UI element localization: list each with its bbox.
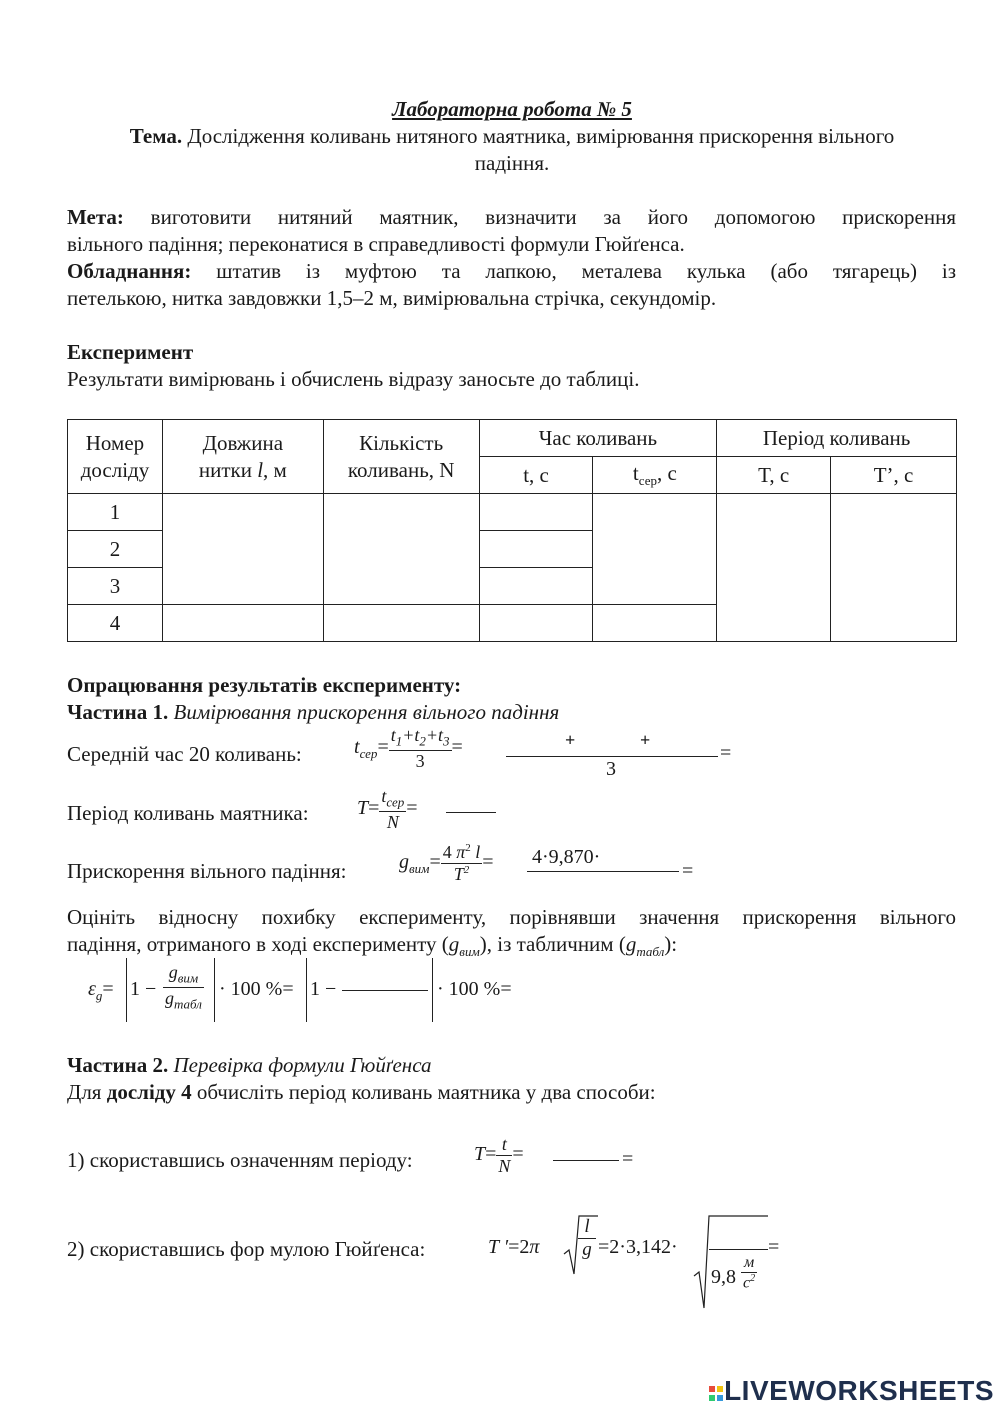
row-number: 3 [68, 568, 163, 605]
avg-time-label: Середній час 20 коливань: [67, 742, 302, 766]
goal-line-2: вільного падіння; переконатися в справедливості формули Гюйґенса. [67, 232, 685, 256]
processing-heading: Опрацювання результатів експерименту: [67, 673, 462, 697]
equipment-line-1: Обладнання: штатив із муфтою та лапкою, металева кулька (або тягарець) із [67, 259, 957, 283]
header-T: T, с [717, 457, 831, 494]
part2-heading: Частина 2. Перевірка формули Гюйґенса [67, 1053, 432, 1077]
accel-formula: $g_{вим}=$ $\frac{4 \pi^2 l}{T^2}$ = [399, 842, 494, 884]
tavg-input-4[interactable] [593, 605, 717, 642]
T-prime-input[interactable] [831, 494, 957, 642]
t-input-3[interactable] [479, 568, 593, 605]
tavg-input-1-3[interactable] [593, 494, 717, 605]
accel-label: Прискорення вільного падіння: [67, 859, 347, 883]
t-input-2[interactable] [479, 531, 593, 568]
row-number: 4 [68, 605, 163, 642]
page-title: Лабораторна робота № 5 [392, 97, 632, 121]
header-period-group: Період коливань [717, 420, 957, 457]
period-label: Період коливань маятника: [67, 801, 309, 825]
liveworksheets-logo: LIVEWORKSHEETS [708, 1375, 994, 1407]
method1-formula: T= $\frac{t}{N}$ = [474, 1134, 524, 1176]
header-number: Номер досліду [68, 420, 163, 494]
header-t: t, с [479, 457, 593, 494]
part1-heading: Частина 1. Вимірювання прискорення вільного падіння [67, 700, 560, 724]
header-count: Кількість коливань, N [323, 420, 479, 494]
error-formula: $\varepsilon_g=$ [88, 978, 114, 1003]
experiment-heading: Експеримент [67, 340, 194, 364]
equipment-line-2: петелькою, нитка завдовжки 1,5–2 м, вимірювальна стрічка, секундомір. [67, 286, 717, 310]
T-input[interactable] [717, 494, 831, 642]
method2-label: 2) скориставшись фор мулою Гюйґенса: [67, 1237, 426, 1261]
header-time-group: Час коливань [479, 420, 717, 457]
huygens-const: =2·3,142· [598, 1236, 678, 1258]
count-input-1-3[interactable] [323, 494, 479, 605]
error-text-2: падіння, отриманого в ході експерименту $(g_{вим})$, із табличним $(g_{табл})$: [67, 932, 678, 960]
count-input-4[interactable] [323, 605, 479, 642]
t-input-1[interactable] [479, 494, 593, 531]
topic-label: Тема. [129, 124, 183, 148]
t-input-4[interactable] [479, 605, 593, 642]
equipment-label: Обладнання: [67, 259, 192, 283]
topic-line-2: падіння. [474, 151, 550, 175]
row-number: 1 [68, 494, 163, 531]
error-text-1: Оцініть відносну похибку експерименту, порівнявши значення прискорення вільного [67, 905, 956, 929]
header-length: Довжина нитки l, м [162, 420, 323, 494]
accel-const: 4·9,870· [532, 846, 601, 868]
method2-formula: T ′=2π [488, 1236, 540, 1258]
period-formula: T= $\frac{t_{сер}}{N}$ = [357, 786, 418, 832]
sqrt-sign-large [692, 1212, 772, 1312]
method1-label: 1) скориставшись означенням періоду: [67, 1148, 413, 1172]
length-input-4[interactable] [162, 605, 323, 642]
header-tavg: $t_{сер}$, с [593, 457, 717, 494]
results-table [67, 419, 957, 642]
length-input-1-3[interactable] [162, 494, 323, 605]
header-T-prime: T’, с [831, 457, 957, 494]
goal-label: Мета: [67, 205, 124, 229]
goal-line-1: Мета: виготовити нитяний маятник, визначити за його допомогою прискорення [67, 205, 956, 229]
experiment-instruction: Результати вимірювань і обчислень відразу заносьте до таблиці. [67, 367, 640, 391]
topic-line [67, 123, 957, 150]
g-const: 9,8 [711, 1266, 736, 1288]
row-number: 2 [68, 531, 163, 568]
part2-intro: Для досліду 4 обчисліть період коливань маятника у два способи: [67, 1080, 656, 1104]
avg-time-formula: $t_{сер}=$ $\frac{t_1+t_2+t_3}{3}$ = [354, 725, 463, 771]
topic-text: Дослідження коливань нитяного маятника, вимірювання прискорення вільного [187, 124, 895, 148]
